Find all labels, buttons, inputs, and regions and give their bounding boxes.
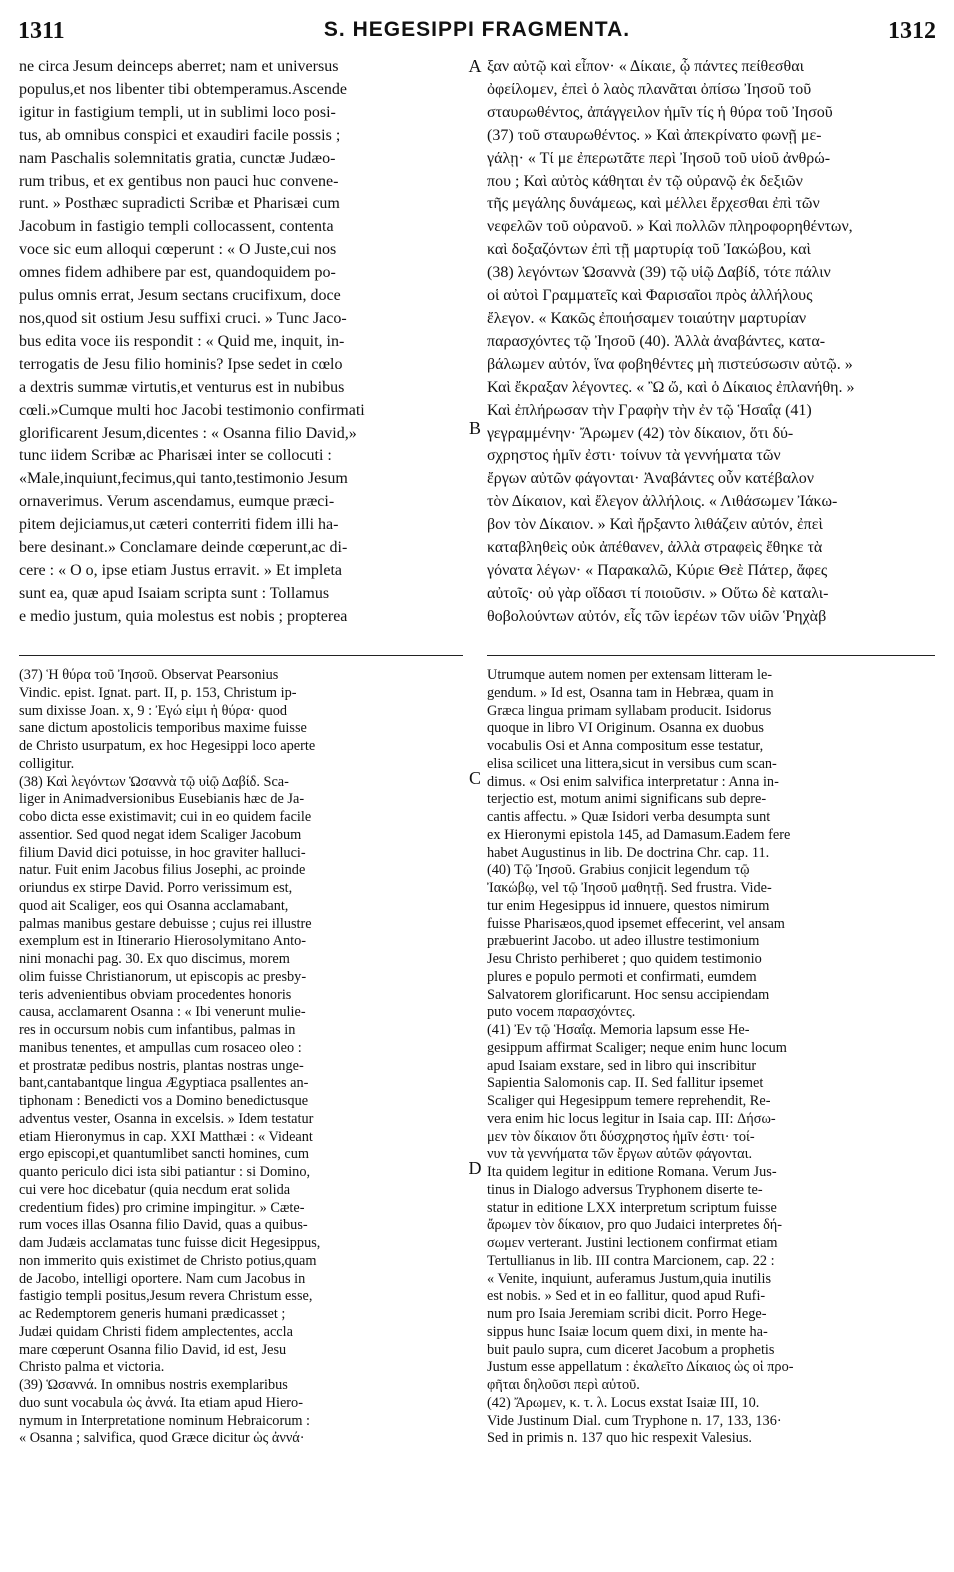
text-line: (38) λεγόντων Ὡσαννὰ (39) τῷ υἱῷ Δαβίδ, τότε πάλιν (487, 264, 831, 282)
text-line: est nobis. » Sed et in eo fallitur, quod apud Rufi- (487, 1288, 766, 1305)
text-line: buit paulo supra, cum diceret Jacobum a prophetis (487, 1341, 775, 1358)
text-line: causa, acclamarent Osanna : « Ibi venerunt mulie- (19, 1004, 306, 1021)
text-line: (41) Ἐν τῷ Ἡσαΐᾳ. Memoria lapsum esse He- (487, 1022, 750, 1038)
text-line: plures e populo permoti et confirmati, eumdem (487, 968, 757, 985)
text-line: Utrumque autem nomen per extensam litteram le- (487, 667, 773, 683)
text-line: που ; Καὶ αὐτὸς κάθηται ἐν τῷ οὐρανῷ ἐκ δεξιῶν (487, 172, 803, 190)
text-line: Jacobum in fastigio templi collocassent, contenta (19, 218, 334, 236)
text-line: Ita quidem legitur in editione Romana. Verum Jus- (487, 1164, 777, 1180)
text-line: habet Augustinus in lib. De doctrina Chr. cap. 11. (487, 844, 770, 861)
text-line: olim fuisse Christianorum, ut episcopis ac presby- (19, 968, 307, 985)
text-line: de Jacobo, intelligi oportere. Nam cum Jacobus in (19, 1270, 306, 1287)
text-line: gendum. » Id est, Osanna tam in Hebræa, quam in (487, 684, 774, 701)
text-line: omnes fidem adhibere par est, quandoquidem po- (19, 264, 336, 282)
text-line: et prostratæ pedibus nostris, plantas nostras unge- (19, 1057, 304, 1074)
text-line: nam Paschalis solemnitatis gratia, cunctæ Judæo- (19, 149, 336, 167)
text-line: etiam Hieronymus in cap. XXI Matthæi : « Videant (19, 1128, 313, 1145)
text-line: rum voces illas Osanna filio David, quas a quibus- (19, 1217, 308, 1234)
text-line: exemplum est in Itinerario Hierosolymitano Anto- (19, 933, 307, 950)
text-line: Καὶ ἐπλήρωσαν τὴν Γραφὴν τὴν ἐν τῷ Ἡσαΐᾳ (41) (487, 401, 812, 419)
text-line: τῆς μεγάλης δυνάμεως, καὶ μέλλει ἔρχεσθαι ἐπὶ τῶν (487, 195, 820, 213)
text-line: sunt ea, quæ apud Isaiam scripta sunt : Tollamus (19, 584, 330, 602)
text-line: ornaverimus. Verum ascendamus, eumque præci- (19, 493, 335, 511)
column-rule-right (487, 655, 935, 656)
text-line: (37) Ἡ θύρα τοῦ Ἰησοῦ. Observat Pearsonius (19, 667, 279, 683)
text-line: runt. » Posthæc supradicti Scribæ et Pharisæi cum (19, 195, 340, 213)
running-title: S. HEGESIPPI FRAGMENTA. (323, 18, 631, 41)
text-line: Scaliger qui Hegesippum temere reprehendit, Re- (487, 1093, 771, 1109)
text-line: τὸν Δίκαιον, καὶ ἔλεγον ἀλλήλοις. « Λιθάσωμεν Ἰάκω- (487, 493, 838, 511)
text-line: nos,quod sit ostium Jesu suffixi cruci. » Tunc Jaco- (19, 309, 347, 327)
text-line: Jesu Christo perhiberet ; quo quidem testimonio (487, 951, 762, 967)
text-line: « Osanna ; salvifica, quod Græce dicitur ὡς ἀννά· (19, 1430, 305, 1447)
text-line: sane dictum apostolicis temporibus maxime fuisse (19, 720, 307, 737)
notes-column-right (487, 667, 935, 1448)
text-line: ne circa Jesum deinceps aberret; nam et universus (19, 58, 339, 75)
text-line: παρασχόντες τῷ Ἰησοῦ (40). Ἀλλὰ ἀναβάντες, κατα- (487, 332, 826, 350)
page-number-left: 1311 (18, 18, 65, 44)
text-line: Tertullianus in lib. III contra Marcionem, cap. 22 : (487, 1252, 775, 1269)
text-line: vocabulis Osi et Anna compositum esse testatur, (487, 738, 764, 754)
text-line: tus, ab omnibus conspici et exaudiri facile possis ; (19, 126, 341, 144)
notes-column-left (19, 667, 463, 1448)
text-line: colligitur. (19, 755, 75, 772)
text-line: σωμεν verterant. Justini lectionem confirmat etiam (487, 1235, 778, 1251)
text-line: θοβολούντων αὐτόν, εἷς τῶν ἱερέων τῶν υἱῶν Ῥηχὰβ (487, 607, 827, 625)
text-line: teris advenientibus obviam procedentes honoris (19, 986, 292, 1003)
text-line: credentium fides) pro crimine impingitur. » Cæte- (19, 1199, 305, 1216)
text-line: βάλωμεν αὐτόν, ἵνα φοβηθέντες μὴ πιστεύσωσιν αὐτῷ. » (487, 355, 853, 373)
text-line: sippus hunc Isaiæ locum quem dixi, in mente ha- (487, 1323, 768, 1340)
text-line: a dextris summæ virtutis,et venturus est in nubibus (19, 378, 345, 396)
text-line: elisa scilicet una littera,sicut in versibus cum scan- (487, 755, 777, 772)
section-marker-a: A (468, 56, 482, 76)
text-line: Christo palma et victoria. (19, 1359, 165, 1376)
text-line: ὀφείλομεν, ἐπεὶ ὁ λαὸς πλανᾶται ὀπίσω Ἰησοῦ τοῦ (487, 80, 812, 98)
text-line: (37) τοῦ σταυρωθέντος. » Καὶ ἀπεκρίνατο φωνῇ με- (487, 126, 822, 144)
text-line: apud Isaiam exstare, sed in libro qui inscribitur (487, 1057, 757, 1074)
text-line: dam Judæis acclamatas tunc fuisse dicit Hegesippus, (19, 1235, 321, 1251)
text-line: γεγραμμένην· Ἄρωμεν (42) τὸν δίκαιον, ὅτι δύ- (487, 424, 794, 442)
text-line: Salvatorem glorificarunt. Hoc sensu accipiendam (487, 986, 770, 1003)
text-line: « Venite, inquiunt, auferamus Justum,quia inutilis (487, 1270, 772, 1287)
text-line: ἔλεγον. « Κακῶς ἐποιήσαμεν τοιαύτην μαρτυρίαν (487, 309, 807, 327)
text-line: voce sic eum alloqui cœperunt : « O Juste,cui nos (19, 241, 337, 259)
text-line: Ἰακώβῳ, vel τῷ Ἰησοῦ μαθητῇ. Sed frustra. Vide- (487, 880, 772, 896)
text-line: fastigio templi positus,Jesum revera Christum esse, (19, 1288, 313, 1305)
text-line: «Male,inquiunt,fecimus,qui tanto,testimonio Jesum (19, 470, 348, 488)
text-line: quod ait Scaliger, eos qui Osanna acclamabant, (19, 897, 289, 914)
text-line: γάλῃ· « Τί με ἐπερωτᾶτε περὶ Ἰησοῦ τοῦ υἱοῦ ἀνθρώ- (487, 149, 831, 167)
text-line: bere desinant.» Conclamare deinde cœperunt,ac di- (19, 539, 348, 557)
text-line: dimus. « Osi enim salvifica interpretatur : Anna in- (487, 773, 779, 790)
text-line: cui vere hoc dicebatur (quia necdum erat solida (19, 1181, 291, 1198)
text-line: nini monachi pag. 30. Ex quo discimus, morem (19, 951, 290, 967)
text-line: cœli.»Cumque multi hoc Jacobi testimonio confirmati (19, 401, 365, 419)
text-line: non immerito quis existimet de Christo potius,quam (19, 1252, 317, 1269)
text-line: (42) Ἄρωμεν, κ. τ. λ. Locus exstat Isaiæ III, 10. (487, 1394, 760, 1411)
text-line: duo sunt vocabula ὡς ἀννά. Ita etiam apud Hiero- (19, 1394, 303, 1411)
text-line: tiphonam : Benedicti vos a Domino benedictusque (19, 1093, 309, 1109)
page-number-right: 1312 (888, 18, 936, 44)
text-line: igitur in fastigium templi, ut in sublimi loco posi- (19, 103, 336, 121)
text-line: tur enim Hegesippus id innuere, questos nimirum (487, 897, 770, 914)
text-line: liger in Animadversionibus Eusebianis hæc de Ja- (19, 791, 305, 808)
text-line: φῆται δηλοῦσι περὶ αὐτοῦ. (487, 1377, 640, 1393)
text-line: pulus omnis errat, Jesum sectans crucifixum, doce (19, 287, 341, 305)
text-line: puto vocem παρασχόντες. (487, 1004, 636, 1021)
text-line: præbuerint Jacobo. ut adeo illustre testimonium (487, 933, 760, 950)
text-line: καὶ δοξαζόντων ἐπὶ τῇ μαρτυρίᾳ τοῦ Ἰακώβου, καὶ (487, 241, 811, 259)
text-line: natur. Fuit enim Jacobus filius Josephi, ac proinde (19, 862, 306, 879)
section-marker-d: D (468, 1158, 482, 1178)
page-header (18, 18, 936, 50)
text-line: ex Hieronymi epistola 145, ad Damasum.Eadem fere (487, 826, 791, 843)
text-line: σχρηστος ἡμῖν ἐστι· τοίνυν τὰ γεννήματα τῶν (487, 447, 781, 465)
text-line: gesippum affirmat Scaliger; neque enim hunc locum (487, 1039, 787, 1056)
text-line: καταβληθεὶς οὐκ ἀπέθανεν, ἀλλὰ στραφεὶς ἔθηκε τὰ (487, 539, 823, 557)
text-line: adventus vester, Osanna in excelsis. » Idem testatur (19, 1110, 314, 1127)
text-line: Judæi quidam Christi fidem amplectentes, accla (19, 1323, 293, 1340)
text-line: statur in editione LXX interpretum scriptum fuisse (487, 1199, 777, 1216)
text-line: βον τὸν Δίκαιον. » Καὶ ἤρξαντο λιθάζειν αὐτόν, ἐπεὶ (487, 516, 823, 534)
text-line: Sapientia Salomonis cap. II. Sed fallitur ipsemet (487, 1075, 764, 1092)
text-line: nymum in Interpretatione nominum Hebraicorum : (19, 1412, 311, 1429)
section-marker-b: B (468, 418, 481, 438)
text-line: γόνατα λέγων· « Παρακαλῶ, Κύριε Θεὲ Πάτερ, ἄφες (487, 561, 828, 579)
text-line: Sed in primis n. 137 quo hic respexit Valesius. (487, 1430, 753, 1447)
text-line: quanto periculo dici ista sibi patiantur : si Domino, (19, 1164, 311, 1180)
text-line: e medio justum, quia molestus est nobis ; propterea (19, 607, 348, 625)
text-line: ξαν αὐτῷ καὶ εἶπον· « Δίκαιε, ᾧ πάντες πείθεσθαι (487, 58, 804, 75)
text-line: νυν τὰ γεννήματα τῶν ἔργων αὐτῶν φάγονται. (487, 1146, 753, 1163)
text-line: res in occursum nobis cum infantibus, palmas in (19, 1022, 296, 1038)
text-line: νεφελῶν τοῦ οὐρανοῦ. » Καὶ πολλῶν πληροφορηθέντων, (487, 218, 853, 236)
text-line: quoque in libro VI Originum. Osanna ex duobus (487, 720, 764, 737)
text-line: Justum esse appellatum : ἐκαλεῖτο Δίκαιος ὡς οἱ προ- (487, 1359, 794, 1376)
text-line: palmas manibus gestare debuisse ; cujus rei illustre (19, 915, 312, 932)
text-line: cere : « O o, ipse etiam Justus erravit. » Et impleta (19, 561, 343, 579)
text-line: manibus tenentes, et ampullas cum rosaceo oleo : (19, 1039, 302, 1056)
text-line: ac Redemptorem generis humani prædicasset ; (19, 1306, 286, 1322)
text-line: μεν τὸν δίκαιον ὅτι δύσχρηστος ἡμῖν ἐστι· τοί- (487, 1128, 755, 1145)
text-line: assentior. Sed quod negat idem Scaliger Jacobum (19, 826, 302, 843)
text-line: fuisse Pharisæos,quod ipsemet effecerint, vel ansam (487, 915, 785, 932)
text-line: (40) Τῷ Ἰησοῦ. Grabius conjicit legendum τῷ (487, 862, 750, 879)
text-line: sum dixisse Joan. x, 9 : Ἐγώ εἰμι ἡ θύρα· quod (19, 702, 288, 719)
text-line: σταυρωθέντος, ἀπάγγειλον ἡμῖν τίς ἡ θύρα τοῦ Ἰησοῦ (487, 103, 833, 121)
text-line: tunc iidem Scribæ ac Pharisæi inter se collocuti : (19, 447, 332, 465)
text-line: populus,et nos libenter tibi obtemperamus.Ascende (19, 80, 347, 98)
text-line: Vindic. epist. Ignat. part. II, p. 153, Christum ip- (19, 684, 297, 701)
text-line: (38) Καὶ λεγόντων Ὡσαννὰ τῷ υἱῷ Δαβίδ. Sca- (19, 773, 289, 790)
text-line: Græca lingua primam syllabam producit. Isidorus (487, 702, 772, 719)
section-marker-c: C (468, 768, 481, 788)
text-line: cantis affectu. » Quæ Isidori verba desumpta sunt (487, 809, 771, 825)
text-line: terjectio est, motum animi significans sub depre- (487, 791, 767, 808)
text-line: bant,cantabantque lingua Ægyptiaca psallentes an- (19, 1075, 309, 1092)
text-line: (39) Ὡσαννά. In omnibus nostris exemplaribus (19, 1377, 288, 1393)
greek-text-column (487, 56, 935, 629)
text-line: Καὶ ἔκραξαν λέγοντες. « Ὢ ὤ, καὶ ὁ Δίκαιος ἐπλανήθη. » (487, 378, 855, 396)
text-line: num pro Isaia Jeremiam scribi dicit. Porro Hege- (487, 1306, 767, 1322)
text-line: ergo episcopi,et quantumlibet sancti homines, cum (19, 1146, 309, 1163)
latin-text-column (19, 56, 463, 629)
text-line: αὐτοῖς· οὐ γὰρ οἴδασι τί ποιοῦσιν. » Οὕτω δὲ καταλι- (487, 584, 829, 602)
column-rule-left (19, 655, 463, 656)
text-line: cobo dicta esse existimavit; cui in eo quidem facile (19, 809, 312, 825)
text-line: bus edita voce iis respondit : « Quid me, inquit, in- (19, 332, 345, 350)
text-line: glorificarent Jesum,dicentes : « Osanna filio David,» (19, 424, 357, 442)
text-line: mare cœperunt Osanna filio David, id est, Jesu (19, 1341, 287, 1358)
text-line: ἔργων αὐτῶν φάγονται· Ἀναβάντες οὖν κατέβαλον (487, 470, 814, 488)
text-line: terrogatis de Jesu filio hominis? Ipse sedet in cœlo (19, 355, 343, 373)
text-line: pitem dejiciamus,ut cæteri conterriti fidem illi ha- (19, 516, 339, 534)
text-line: tinus in Dialogo adversus Tryphonem diserte te- (487, 1181, 763, 1198)
text-line: οἱ αὐτοὶ Γραμματεῖς καὶ Φαρισαῖοι πρὸς ἀλλήλους (487, 287, 813, 305)
text-line: filium David dici potuisse, in hoc graviter halluci- (19, 844, 306, 861)
text-line: de Christo usurpatum, ex hoc Hegesippi loco aperte (19, 738, 316, 754)
text-line: rum tribus, et ex gentibus non pauci huc convene- (19, 172, 339, 190)
text-line: ἄρωμεν τὸν δίκαιον, pro quo Judaici interpretes δή- (487, 1217, 783, 1234)
text-line: oriundus ex stirpe David. Porro verissimum est, (19, 880, 293, 896)
text-line: Vide Justinum Dial. cum Tryphone n. 17, 133, 136· (487, 1412, 782, 1429)
text-line: vera enim hic locus legitur in Isaia cap. III: Δήσω- (487, 1110, 776, 1127)
